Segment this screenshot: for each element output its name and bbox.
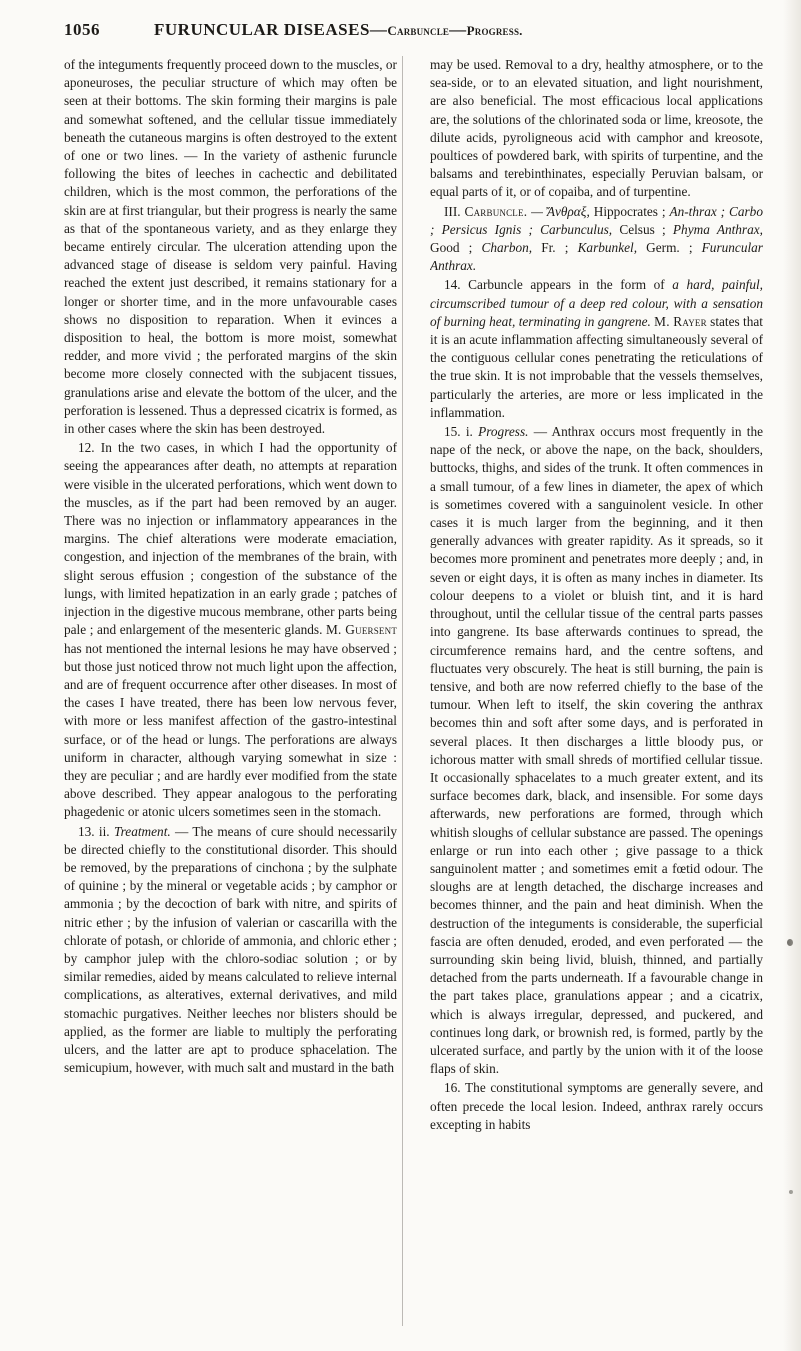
header-progress: Progress.	[466, 23, 523, 38]
paragraph-13-number: 13. ii.	[78, 823, 110, 839]
progress-label: Progress.	[478, 424, 529, 440]
carbuncle-definition: a hard, painful, circumscribed tumour of a deep red colour, with a sensation of burning heat, terminating in gangrene.	[430, 277, 763, 329]
page-header	[64, 20, 761, 44]
carbuncle-heading: Carbuncle.	[464, 203, 528, 219]
hippocrates-text: Hippocrates ;	[589, 203, 670, 219]
paragraph-14	[430, 276, 763, 422]
karbunkel-term: Karbunkel,	[577, 240, 638, 256]
header-separator-two: —	[449, 20, 467, 39]
paragraph-14-opening: 14. Carbuncle appears in the form of	[444, 277, 673, 293]
header-carbuncle: Carbuncle	[387, 23, 450, 38]
german-abbrev: Germ. ;	[637, 240, 702, 256]
text-columns	[64, 56, 763, 1326]
paragraph-12	[64, 439, 397, 821]
right-column	[430, 56, 763, 1326]
paragraph-13-treatment	[64, 823, 397, 1078]
treatment-text: — The means of cure should necessarily be directed chiefly to the constitutional disorder. This should be removed, by the preparations of cinchona ; by the sulphate of quinine ; by the mineral or vegetable acids ; by camphor or ammonia ; by the decoction of bark with nitre, and spirits of nitric ether ; by the infusion of valerian or cascarilla with the chlorate of potash, or chloride of ammonia, and chloric ether ; by camphor julep with the chloro-sodiac solution ; or by similar remedies, aided by means calculated to relieve internal complications, as alteratives, external derivatives, and mild stomachic purgatives. Neither leeches nor blisters should be applied, as the former are liable to multiply the perforating ulcers, and the latter are apt to produce sphacelation. The semicupium, however, with much salt and mustard in the bath	[64, 823, 397, 1076]
celsus-text: Celsus ;	[612, 221, 673, 237]
charbon-term: Charbon,	[481, 240, 533, 256]
section-iii-carbuncle	[430, 203, 763, 276]
left-column	[64, 56, 397, 1326]
greek-anthrax: — Ἄνθραξ,	[527, 203, 590, 219]
paragraph-15-number: 15. i.	[444, 424, 473, 440]
treatment-label: Treatment.	[113, 823, 171, 839]
anthrax-terms: An-thrax ; Carbo ; Persicus Ignis ; Carbunculus,	[430, 203, 763, 237]
french-abbrev: Fr. ;	[532, 240, 578, 256]
paragraph-16: 16. The constitutional symptoms are generally severe, and often precede the local lesion. Indeed, anthrax rarely occurs excepting in habits	[430, 1080, 763, 1132]
paragraph-15-progress	[430, 423, 763, 1078]
paragraph-12-text-after-author: has not mentioned the internal lesions he may have observed ; but those just noticed throw not much light upon the affection, and are of frequent occurrence after other diseases. In most of the cases I have treated, there has been low nervous fever, with more or less manifest affection of the gastro-intestinal surface, or of the head or lungs. The perforations are always uniform in character, although varying somewhat in size : they are peculiar ; and are hardly ever modified from the state above described. They appear analogous to the perforating phagedenic or atonic ulcers sometimes seen in the stomach.	[64, 640, 397, 820]
paragraph-12-text: 12. In the two cases, in which I had the opportunity of seeing the appearances after death, no attempts at reparation were visible in the ulcerated perforations, which went down to the muscles, as if the part had been removed by an auger. There was no injection or inflammatory appearances in the margins. The chief alterations were moderate emaciation, congestion, and injection of the membranes of the brain, with slight serous effusion ; congestion of the substance of the lungs, with limited hepatization in an early grade ; patches of injection in the digestive mucous membrane, other parts being pale ; and enlargement of the mesenteric glands.	[64, 440, 397, 638]
header-separator-one: —	[369, 20, 388, 39]
paragraph-14-text: states that it is an acute inflammation affecting simultaneously several of the contiguous cellular cones penetrating the reticulations of the true skin. It is not improbable that the vessels themselves, particularly the arteries, are more or less implicated in the inflammation.	[430, 313, 763, 420]
left-paragraph-continuation: of the integuments frequently proceed down to the muscles, or aponeuroses, the peculiar structure of which may often be seen at their bottoms. The skin forming their margins is pale and somewhat softened, and the cellular tissue immediately beneath the cutaneous margins is often destroyed to the extent of one or two lines. — In the variety of asthenic furuncle following the bites of leeches in cachectic and debilitated children, which is the most common, the perforations of the skin are at first triangular, but their progress is nearly the same as that of the spontaneous variety, and as they enlarge they became entirely circular. The ulceration attending upon the advanced stage of disease is seldom very painful. Having reached the extent just described, it remains stationary for a longer or shorter time, and in the more unfavourable cases shows no disposition to reparation. When it evinces a disposition to heal, the bottom is more moist, somewhat redder, and more vivid ; the perforated margins of the skin become more closely connected with the subjacent tissues, granulations arise and elevate the bottom of the ulcer, and the perforation is lessened. Thus a depressed cicatrix is formed, as in other cases where the skin has been destroyed.	[64, 57, 397, 437]
phyma-anthrax: Phyma Anthrax,	[672, 221, 763, 237]
page-edge-shadow	[783, 0, 801, 1351]
author-rayer: M. Rayer	[654, 313, 707, 329]
section-title: FURUNCULAR DISEASES	[154, 20, 370, 39]
running-title	[154, 20, 523, 40]
section-iii-number: III.	[444, 203, 461, 219]
furuncular-anthrax-term: Furuncular Anthrax.	[430, 240, 763, 274]
right-paragraph-continuation: may be used. Removal to a dry, healthy atmosphere, or to the sea-side, or to an elevated situation, and light nourishment, are also beneficial. The most efficacious local applications are, the solutions of the chlorinated soda or lime, kreosote, the dilute acids, pyroligneous acid with camphor and kreosote, poultices of powdered bark, with spirits of turpentine, and the balsams and terebinthinates, especially Peruvian balsam, or equal parts of it, or of copaiba, and of turpentine.	[430, 57, 763, 200]
good-text: Good ;	[430, 240, 482, 256]
page-number: 1056	[64, 20, 100, 39]
progress-text: — Anthrax occurs most frequently in the nape of the neck, or above the nape, on the back, shoulders, buttocks, thighs, and sides of the trunk. It often commences in a small tumour, of a few lines in diameter, the apex of which is sometimes covered with a sanguinolent vesicle. In other cases it is much larger from the beginning, and it then generally advances with greater rapidity. As it spreads, so it becomes more prominent and penetrates more deeply ; and, in seven or eight days, it is often as many inches in diameter. Its colour deepens to a violet or bluish tint, and it is hard throughout, until the cellular tissue of the central parts passes into gangrene. Its base afterwards continues to spread, the circumference remains hard, and the centre softens, and fluctuates very obscurely. The heat is still burning, the pain is tensive, and both are now referred chiefly to the base of the tumour. When left to itself, the skin covering the anthrax becomes thin and soft after some days, and is perforated in several places. It then discharges a little bloody pus, or ichorous matter with small shreds of mortified cellular tissue. It occasionally sphacelates to a much greater extent, and its surface becomes dark, black, and insensible. For some days afterwards, new perforations are formed, through which whitish sloughs of cellular substance are passed. The openings enlarge or run into each other ; give passage to a thick sanguinolent matter ; and sometimes emit a fœtid odour. The sloughs are at length detached, the discharge increases and becomes thinner, and the pain and heat diminish. When the destruction of the integuments is considerable, the superficial fascia are often denuded, eroded, and even perforated — the surrounding skin being livid, bluish, thinned, and partially detached from the parts underneath. If a favourable change in the part takes place, granulations appear ; and a cicatrix, which is always irregular, depressed, and puckered, and continues long dark, or brownish red, is formed, partly by the ulcerated surface, and partly by the union with it of the loose flaps of skin.	[430, 424, 763, 1077]
author-guersent: M. Guersent	[326, 622, 397, 638]
